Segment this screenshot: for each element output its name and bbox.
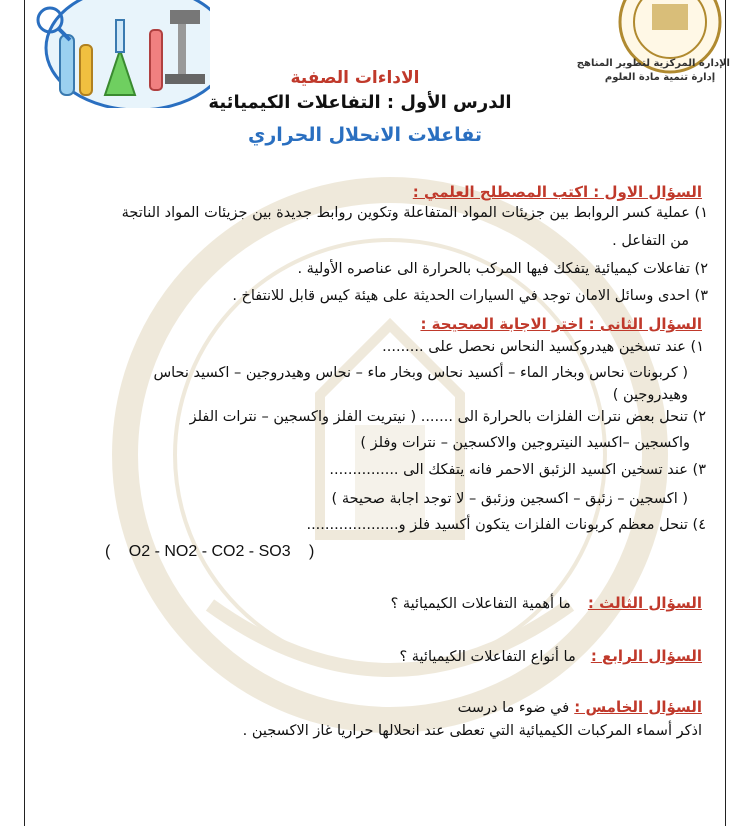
org-line-1: الإدارة المركزية لتطوير المناهج (576, 58, 730, 69)
item-number: ٣) (692, 462, 706, 478)
item-text: عملية كسر الروابط بين جزيئات المواد المتفاعلة وتكوين روابط جديدة بين جزيئات المواد الناتجة (121, 205, 690, 221)
q1-item-1 (60, 205, 708, 221)
item-text: تفاعلات كيميائية يتفكك فيها المركب بالحرارة الى عناصره الأولية . (297, 261, 690, 277)
q5-text: في ضوء ما درست (457, 700, 570, 716)
section-label: الاداءات الصفية (290, 68, 420, 88)
q2-item-3 (250, 462, 706, 478)
item-text: عند تسخين هيدروكسيد النحاس نحصل على ......... (382, 339, 686, 355)
item-number: ٣) (694, 288, 708, 304)
item-text: عند تسخين اكسيد الزئبق الاحمر فانه يتفكك الى ............... (329, 462, 688, 478)
item-text: احدى وسائل الامان توجد في السيارات الحديثة على هيئة كيس قابل للانتفاخ . (232, 288, 690, 304)
page-border-left (24, 0, 25, 826)
q4-text: ما أنواع التفاعلات الكيميائية ؟ (399, 649, 576, 665)
q2-item-2-options: واكسجين –اكسيد النيتروجين والاكسجين – نترات وفلز ) (360, 435, 690, 451)
q5-text-2: اذكر أسماء المركبات الكيميائية التي تعطى عند انحلالها حراريا غاز الاكسجين . (242, 723, 702, 739)
q4-heading: السؤال الرابع : (590, 647, 702, 665)
q3-row (300, 593, 702, 612)
q3-heading: السؤال الثالث : (587, 594, 702, 612)
q4-row (300, 646, 702, 665)
q2-item-1 (300, 339, 704, 355)
org-line-2: إدارة تنمية مادة العلوم (604, 72, 716, 83)
item-number: ٢) (692, 409, 706, 425)
q2-item-1-options-continuation: وهيدروجين ) (612, 387, 688, 403)
q1-item-2 (200, 261, 708, 277)
item-text: تنحل معظم كربونات الفلزات يتكون أكسيد فلز و.................... (306, 517, 688, 533)
item-number: ١) (690, 339, 704, 355)
close-paren: ) (309, 543, 315, 560)
q1-item-1-continuation: من التفاعل . (612, 233, 689, 249)
item-number: ٤) (692, 517, 706, 533)
open-paren: ( (105, 543, 111, 560)
q3-text: ما أهمية التفاعلات الكيميائية ؟ (390, 596, 571, 612)
formula-options: O2 - NO2 - CO2 - SO3 (128, 543, 291, 560)
lab-equipment-logo (20, 0, 210, 108)
q1-heading: السؤال الاول : اكتب المصطلح العلمي : (412, 183, 702, 201)
q2-item-4 (250, 517, 706, 533)
q2-heading: السؤال الثانى : اختر الاجابة الصحيحة : (420, 315, 702, 333)
page-border-right (725, 0, 726, 826)
lesson-subtitle: تفاعلات الانحلال الحراري (247, 124, 483, 146)
q5-row (300, 697, 702, 716)
ministry-logo (576, 0, 730, 98)
item-text: تنحل بعض نترات الفلزات بالحرارة الى ....... ( نيتريت الفلز واكسجين – نترات الفلز (189, 409, 688, 425)
q2-item-1-options: ( كربونات نحاس وبخار الماء – أكسيد نحاس وبخار ماء – نحاس وهيدروجين – اكسيد نحاس (153, 365, 688, 381)
q5-heading: السؤال الخامس : (574, 698, 702, 716)
q2-item-3-options: ( اكسجين – زئبق – اكسجين وزئبق – لا توجد اجابة صحيحة ) (331, 491, 688, 507)
q2-item-4-options (105, 543, 345, 561)
lesson-title: الدرس الأول : التفاعلات الكيميائية (208, 92, 512, 113)
item-number: ٢) (694, 261, 708, 277)
q1-item-3 (150, 288, 708, 304)
q2-item-2 (80, 409, 706, 425)
item-number: ١) (694, 205, 708, 221)
